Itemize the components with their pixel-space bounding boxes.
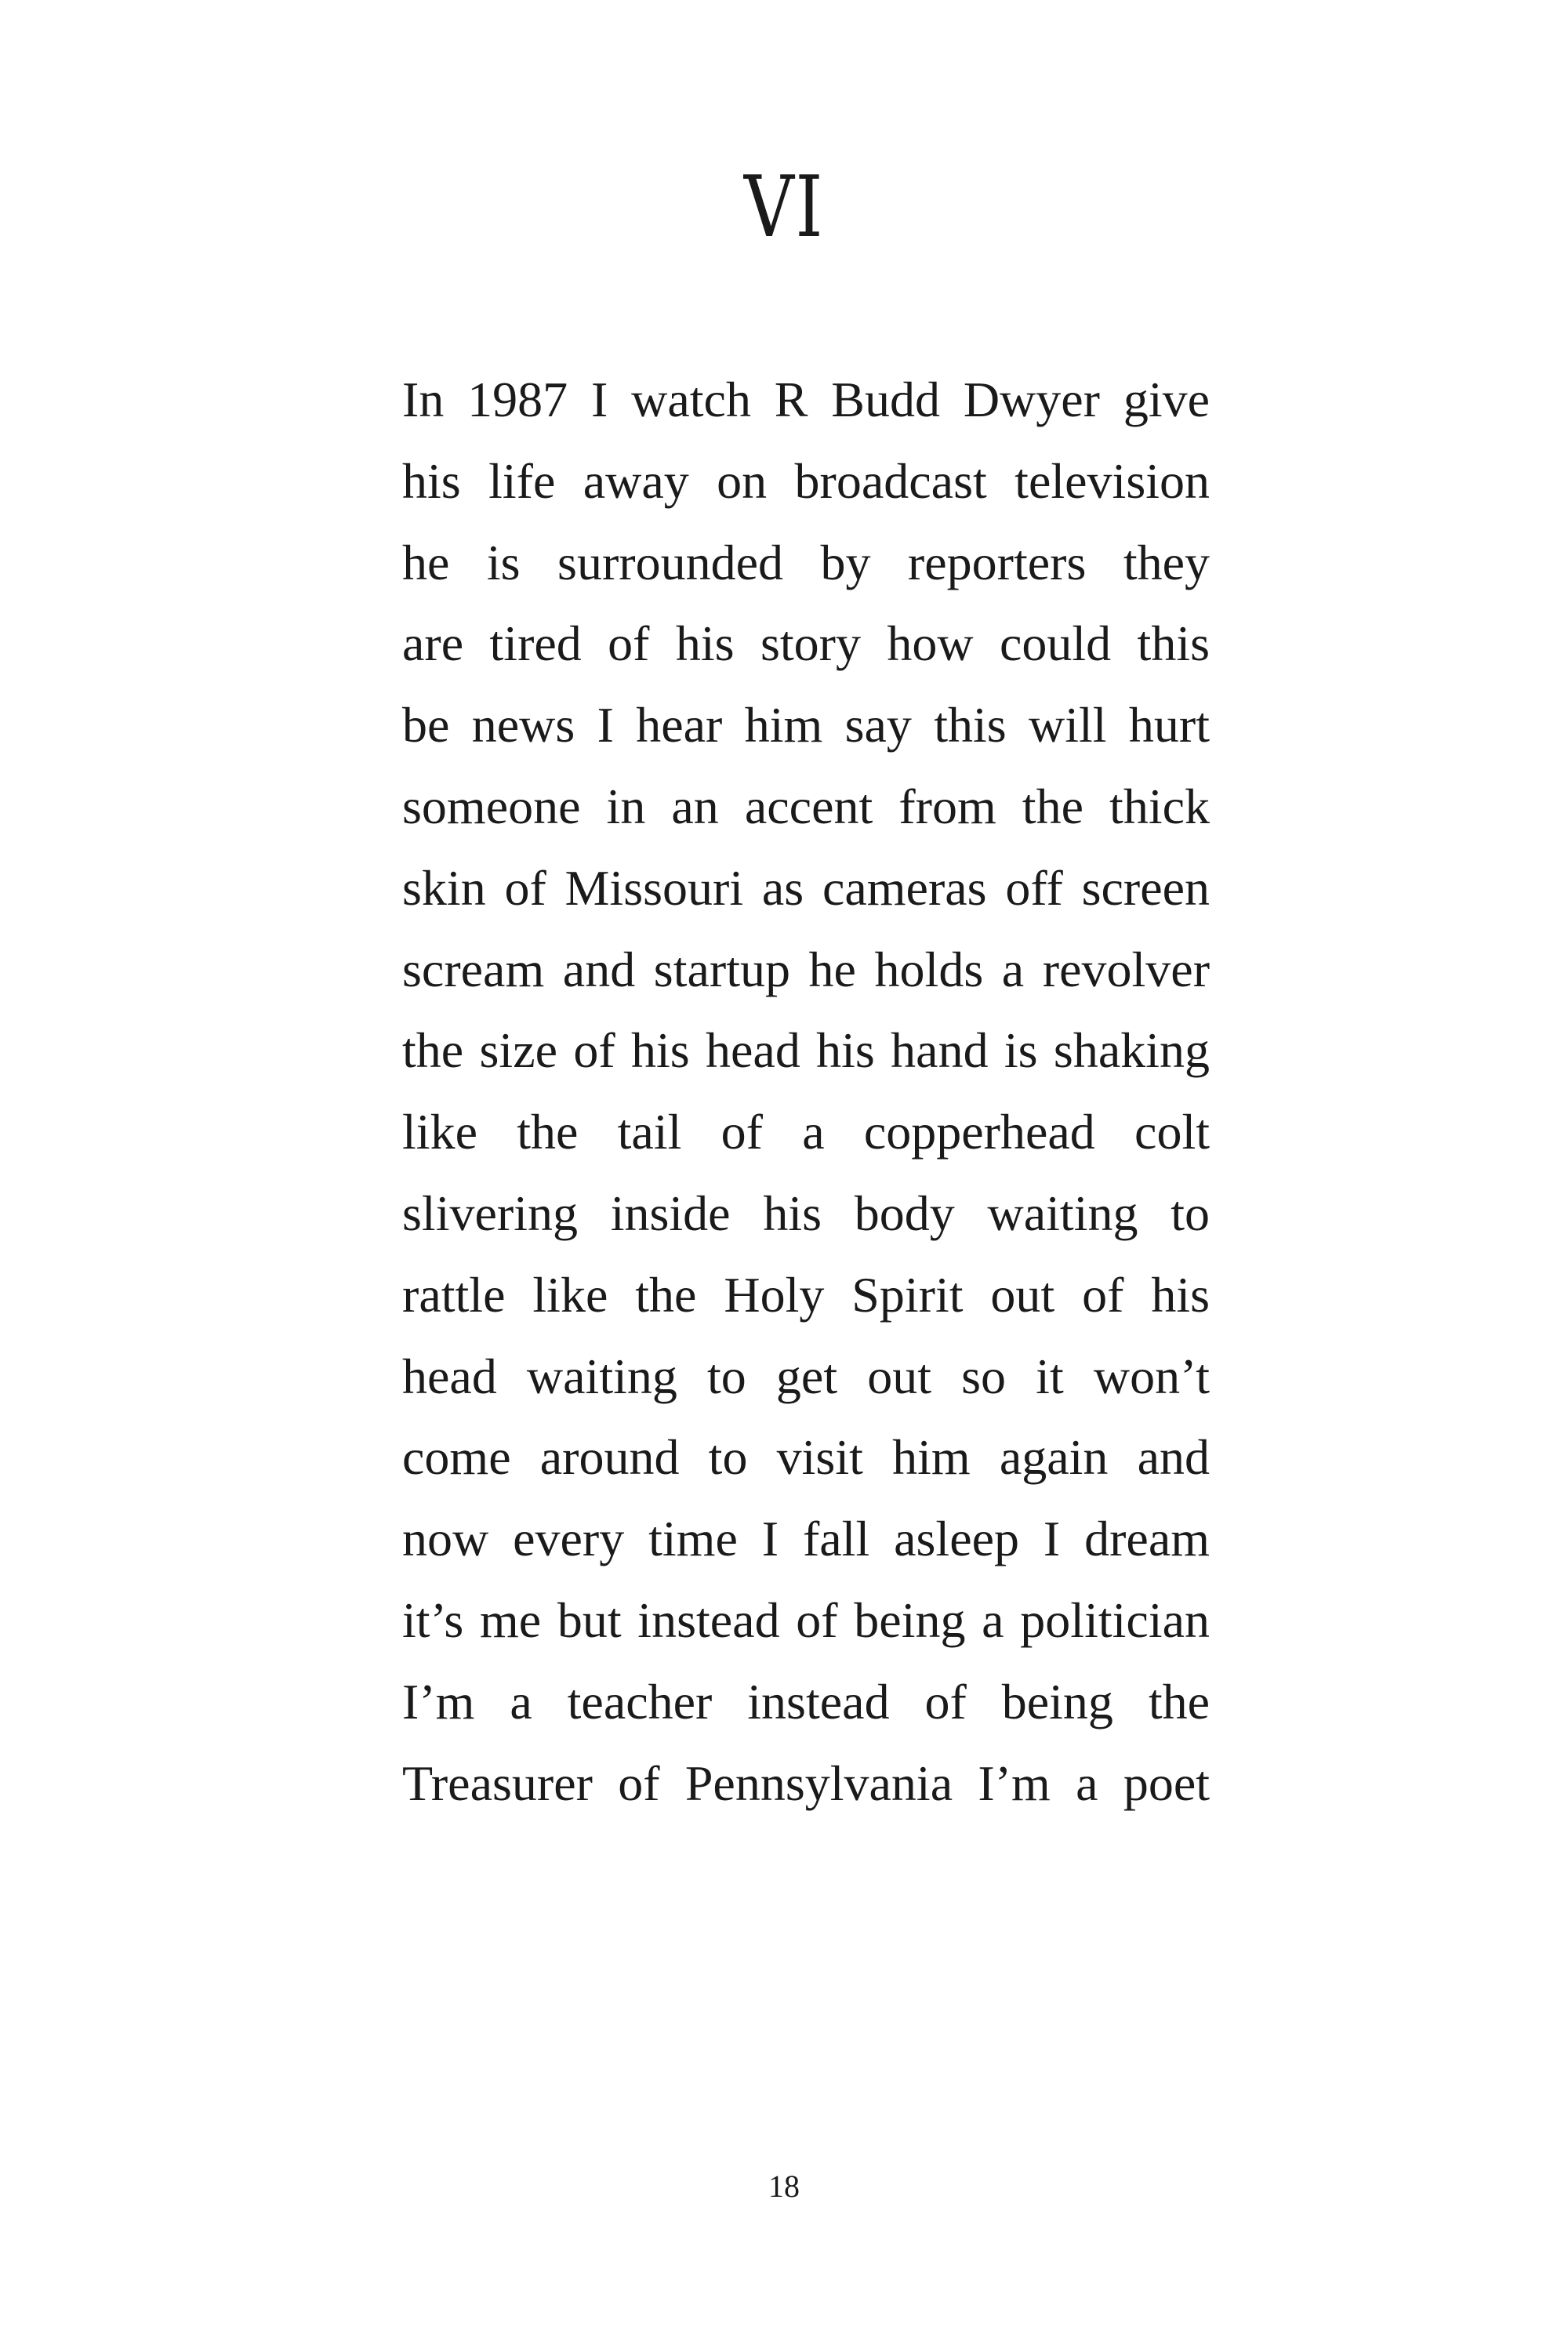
poem-line: I’m a teacher instead of being the: [402, 1673, 1210, 1730]
poem-body: [402, 359, 1210, 1824]
section-title: VI: [743, 158, 825, 256]
poem-line: it’s me but instead of being a politician: [402, 1592, 1210, 1648]
poem-line: scream and startup he holds a revolver: [402, 941, 1210, 997]
poem-line: slivering inside his body waiting to: [402, 1185, 1210, 1241]
poem-line: the size of his head his hand is shaking: [402, 1022, 1210, 1079]
poem-line: now every time I fall asleep I dream: [402, 1511, 1210, 1567]
poem-line: rattle like the Holy Spirit out of his: [402, 1266, 1210, 1323]
poem-line: be news I hear him say this will hurt: [402, 697, 1210, 753]
poem-line: come around to visit him again and: [402, 1429, 1210, 1486]
poem-line: Treasurer of Pennsylvania I’m a poet: [402, 1755, 1210, 1811]
poem-line: like the tail of a copperhead colt: [402, 1104, 1210, 1160]
poem-line: are tired of his story how could this: [402, 615, 1210, 672]
poem-line: head waiting to get out so it won’t: [402, 1348, 1210, 1404]
page-number: 18: [768, 2169, 800, 2204]
poem-line: In 1987 I watch R Budd Dwyer give: [402, 372, 1210, 427]
poem-line: skin of Missouri as cameras off screen: [402, 859, 1210, 916]
poem-line: someone in an accent from the thick: [402, 778, 1210, 834]
poem-line: he is surrounded by reporters they: [402, 534, 1210, 590]
poem-line: his life away on broadcast television: [402, 452, 1210, 509]
